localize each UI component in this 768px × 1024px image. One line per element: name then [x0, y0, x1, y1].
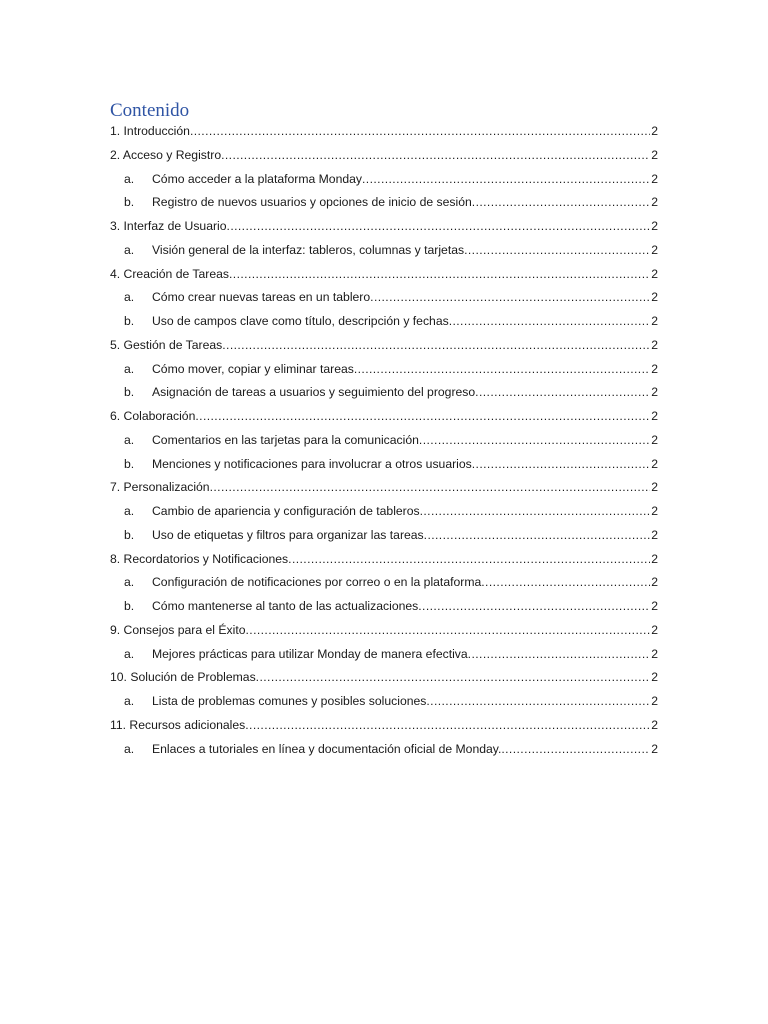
toc-dot-leader — [362, 168, 650, 192]
toc-entry[interactable] — [110, 666, 658, 690]
toc-entry[interactable] — [110, 714, 658, 738]
toc-entry[interactable] — [110, 571, 658, 595]
toc-entry-text[interactable]: Cómo acceder a la plataforma Monday — [152, 171, 363, 186]
toc-page-number[interactable]: 2 — [651, 290, 658, 305]
toc-page-number[interactable]: 2 — [651, 242, 658, 257]
toc-page-number[interactable]: 2 — [651, 575, 658, 590]
toc-entry-text[interactable]: 8. Recordatorios y Notificaciones — [110, 551, 289, 566]
toc-page-number[interactable]: 2 — [651, 622, 658, 637]
toc-entry-marker: a. — [124, 504, 135, 518]
toc-entry-text[interactable]: 11. Recursos adicionales — [110, 717, 246, 732]
toc-dot-leader — [419, 429, 650, 453]
toc-entry-marker: b. — [124, 195, 135, 210]
toc-page-number[interactable]: 2 — [651, 551, 658, 566]
toc-page-number[interactable]: 2 — [651, 670, 658, 685]
toc-page-number[interactable]: 2 — [651, 147, 658, 162]
toc-dot-leader — [354, 358, 650, 382]
toc-entry-text[interactable]: Cambio de apariencia y configuración de tableros — [152, 504, 420, 518]
toc-page-number[interactable]: 2 — [651, 337, 658, 352]
toc-entry-marker: a. — [124, 694, 135, 708]
toc-dot-leader — [221, 144, 650, 168]
toc-entry-text[interactable]: 1. Introducción — [110, 124, 190, 138]
toc-entry-marker: a. — [124, 575, 135, 590]
toc-entry-marker: b. — [124, 599, 135, 613]
toc-entry-marker: a. — [124, 361, 135, 376]
toc-page-number[interactable]: 2 — [651, 456, 658, 471]
toc-dot-leader — [222, 334, 650, 358]
toc-entry-marker: a. — [124, 290, 135, 305]
toc-entry-marker: b. — [124, 314, 135, 328]
toc-entry-marker: b. — [124, 385, 135, 400]
toc-page-number[interactable]: 2 — [651, 219, 658, 233]
toc-dot-leader — [195, 405, 650, 429]
toc-entry[interactable] — [110, 215, 658, 239]
toc-page-number[interactable]: 2 — [651, 694, 658, 708]
toc-entry[interactable] — [110, 453, 658, 477]
toc-entry-text[interactable]: Cómo mover, copiar y eliminar tareas — [152, 361, 354, 376]
toc-dot-leader — [468, 643, 651, 667]
toc-entry[interactable] — [110, 286, 658, 310]
toc-page-number[interactable]: 2 — [651, 599, 658, 613]
toc-entry[interactable] — [110, 263, 658, 287]
toc-page-number[interactable]: 2 — [651, 432, 658, 447]
toc-entry-text[interactable]: Visión general de la interfaz: tableros, columnas y tarjetas — [152, 242, 465, 257]
toc-page-number[interactable]: 2 — [651, 409, 658, 423]
toc-page-number[interactable]: 2 — [651, 314, 658, 328]
toc-page-number[interactable]: 2 — [651, 527, 658, 542]
toc-page-number[interactable]: 2 — [651, 741, 658, 756]
toc-dot-leader — [420, 500, 651, 524]
toc-entry[interactable] — [110, 619, 658, 643]
toc-dot-leader — [501, 738, 650, 762]
toc-entry-marker: a. — [124, 646, 135, 661]
toc-page-number[interactable]: 2 — [651, 124, 658, 138]
toc-dot-leader — [210, 476, 651, 500]
toc-entry-text[interactable]: 3. Interfaz de Usuario — [110, 219, 227, 233]
toc-entry-marker: a. — [124, 171, 135, 186]
toc-entry-text[interactable]: Registro de nuevos usuarios y opciones de inicio de sesión — [152, 195, 472, 210]
toc-entry-text[interactable]: 4. Creación de Tareas — [110, 266, 230, 281]
toc-entry[interactable] — [110, 334, 658, 358]
toc-dot-leader — [245, 714, 650, 738]
toc-entry-text[interactable]: Configuración de notificaciones por correo o en la plataforma — [152, 575, 482, 590]
toc-page-number[interactable]: 2 — [651, 361, 658, 376]
toc-dot-leader — [288, 548, 650, 572]
toc-entry[interactable] — [110, 310, 658, 334]
toc-dot-leader — [449, 310, 651, 334]
toc-entry-text[interactable]: 7. Personalización — [110, 480, 210, 495]
toc-entry-text[interactable]: Asignación de tareas a usuarios y seguimiento del progreso — [152, 385, 476, 400]
toc-dot-leader — [418, 595, 650, 619]
toc-dot-leader — [229, 263, 650, 287]
toc-page-number[interactable]: 2 — [651, 195, 658, 210]
toc-entry-text[interactable]: 10. Solución de Problemas — [110, 670, 256, 685]
toc-entry-text[interactable]: Cómo crear nuevas tareas en un tablero — [152, 290, 371, 305]
toc-entry-marker: a. — [124, 432, 135, 447]
toc-dot-leader — [256, 666, 651, 690]
toc-dot-leader — [464, 239, 650, 263]
toc-entry[interactable] — [110, 548, 658, 572]
toc-entry-marker: a. — [124, 741, 135, 756]
toc-entry[interactable] — [110, 476, 658, 500]
toc-entry[interactable] — [110, 239, 658, 263]
table-of-contents — [110, 120, 658, 761]
toc-dot-leader — [481, 571, 650, 595]
toc-entry-marker: a. — [124, 242, 135, 257]
toc-dot-leader — [475, 381, 650, 405]
toc-entry-text[interactable]: 9. Consejos para el Éxito — [110, 622, 246, 637]
toc-entry[interactable] — [110, 595, 658, 619]
toc-dot-leader — [426, 690, 650, 714]
toc-entry[interactable] — [110, 500, 658, 524]
toc-title: Contenido — [110, 100, 190, 121]
toc-entry-text[interactable]: Enlaces a tutoriales en línea y documentación oficial de Monday. — [152, 741, 502, 756]
toc-entry-text[interactable]: Uso de campos clave como título, descripción y fechas — [152, 314, 449, 328]
toc-entry-text[interactable]: Comentarios en las tarjetas para la comunicación — [152, 432, 419, 447]
toc-entry-marker: b. — [124, 527, 135, 542]
toc-entry[interactable] — [110, 405, 658, 429]
toc-page-number[interactable]: 2 — [651, 504, 658, 518]
toc-entry-text[interactable]: Lista de problemas comunes y posibles soluciones — [152, 694, 427, 708]
toc-page-number[interactable]: 2 — [651, 646, 658, 661]
toc-dot-leader — [190, 120, 650, 144]
toc-entry[interactable] — [110, 358, 658, 382]
toc-entry-text[interactable]: Menciones y notificaciones para involucrar a otros usuarios — [152, 456, 472, 471]
toc-page-number[interactable]: 2 — [651, 385, 658, 400]
toc-page-number[interactable]: 2 — [651, 171, 658, 186]
toc-entry[interactable] — [110, 120, 658, 144]
toc-entry[interactable] — [110, 690, 658, 714]
toc-entry[interactable] — [110, 191, 658, 215]
toc-entry[interactable] — [110, 524, 658, 548]
toc-entry-text[interactable]: Cómo mantenerse al tanto de las actualizaciones — [152, 599, 419, 613]
toc-dot-leader — [424, 524, 651, 548]
toc-entry-text[interactable]: 6. Colaboración — [110, 409, 196, 423]
toc-entry[interactable] — [110, 168, 658, 192]
toc-entry-text[interactable]: 5. Gestión de Tareas — [110, 337, 223, 352]
toc-page-number[interactable]: 2 — [651, 480, 658, 495]
toc-entry-text[interactable]: 2. Acceso y Registro — [110, 147, 222, 162]
toc-entry[interactable] — [110, 429, 658, 453]
toc-page-number[interactable]: 2 — [651, 717, 658, 732]
toc-entry-text[interactable]: Mejores prácticas para utilizar Monday de manera efectiva — [152, 646, 468, 661]
toc-entry[interactable] — [110, 738, 658, 762]
toc-page-number[interactable]: 2 — [651, 266, 658, 281]
toc-dot-leader — [370, 286, 650, 310]
toc-dot-leader — [472, 453, 650, 477]
toc-dot-leader — [472, 191, 650, 215]
toc-entry-marker: b. — [124, 456, 135, 471]
toc-entry[interactable] — [110, 643, 658, 667]
toc-dot-leader — [246, 619, 651, 643]
toc-entry-text[interactable]: Uso de etiquetas y filtros para organizar las tareas — [152, 527, 424, 542]
toc-entry[interactable] — [110, 381, 658, 405]
toc-dot-leader — [227, 215, 651, 239]
toc-entry[interactable] — [110, 144, 658, 168]
